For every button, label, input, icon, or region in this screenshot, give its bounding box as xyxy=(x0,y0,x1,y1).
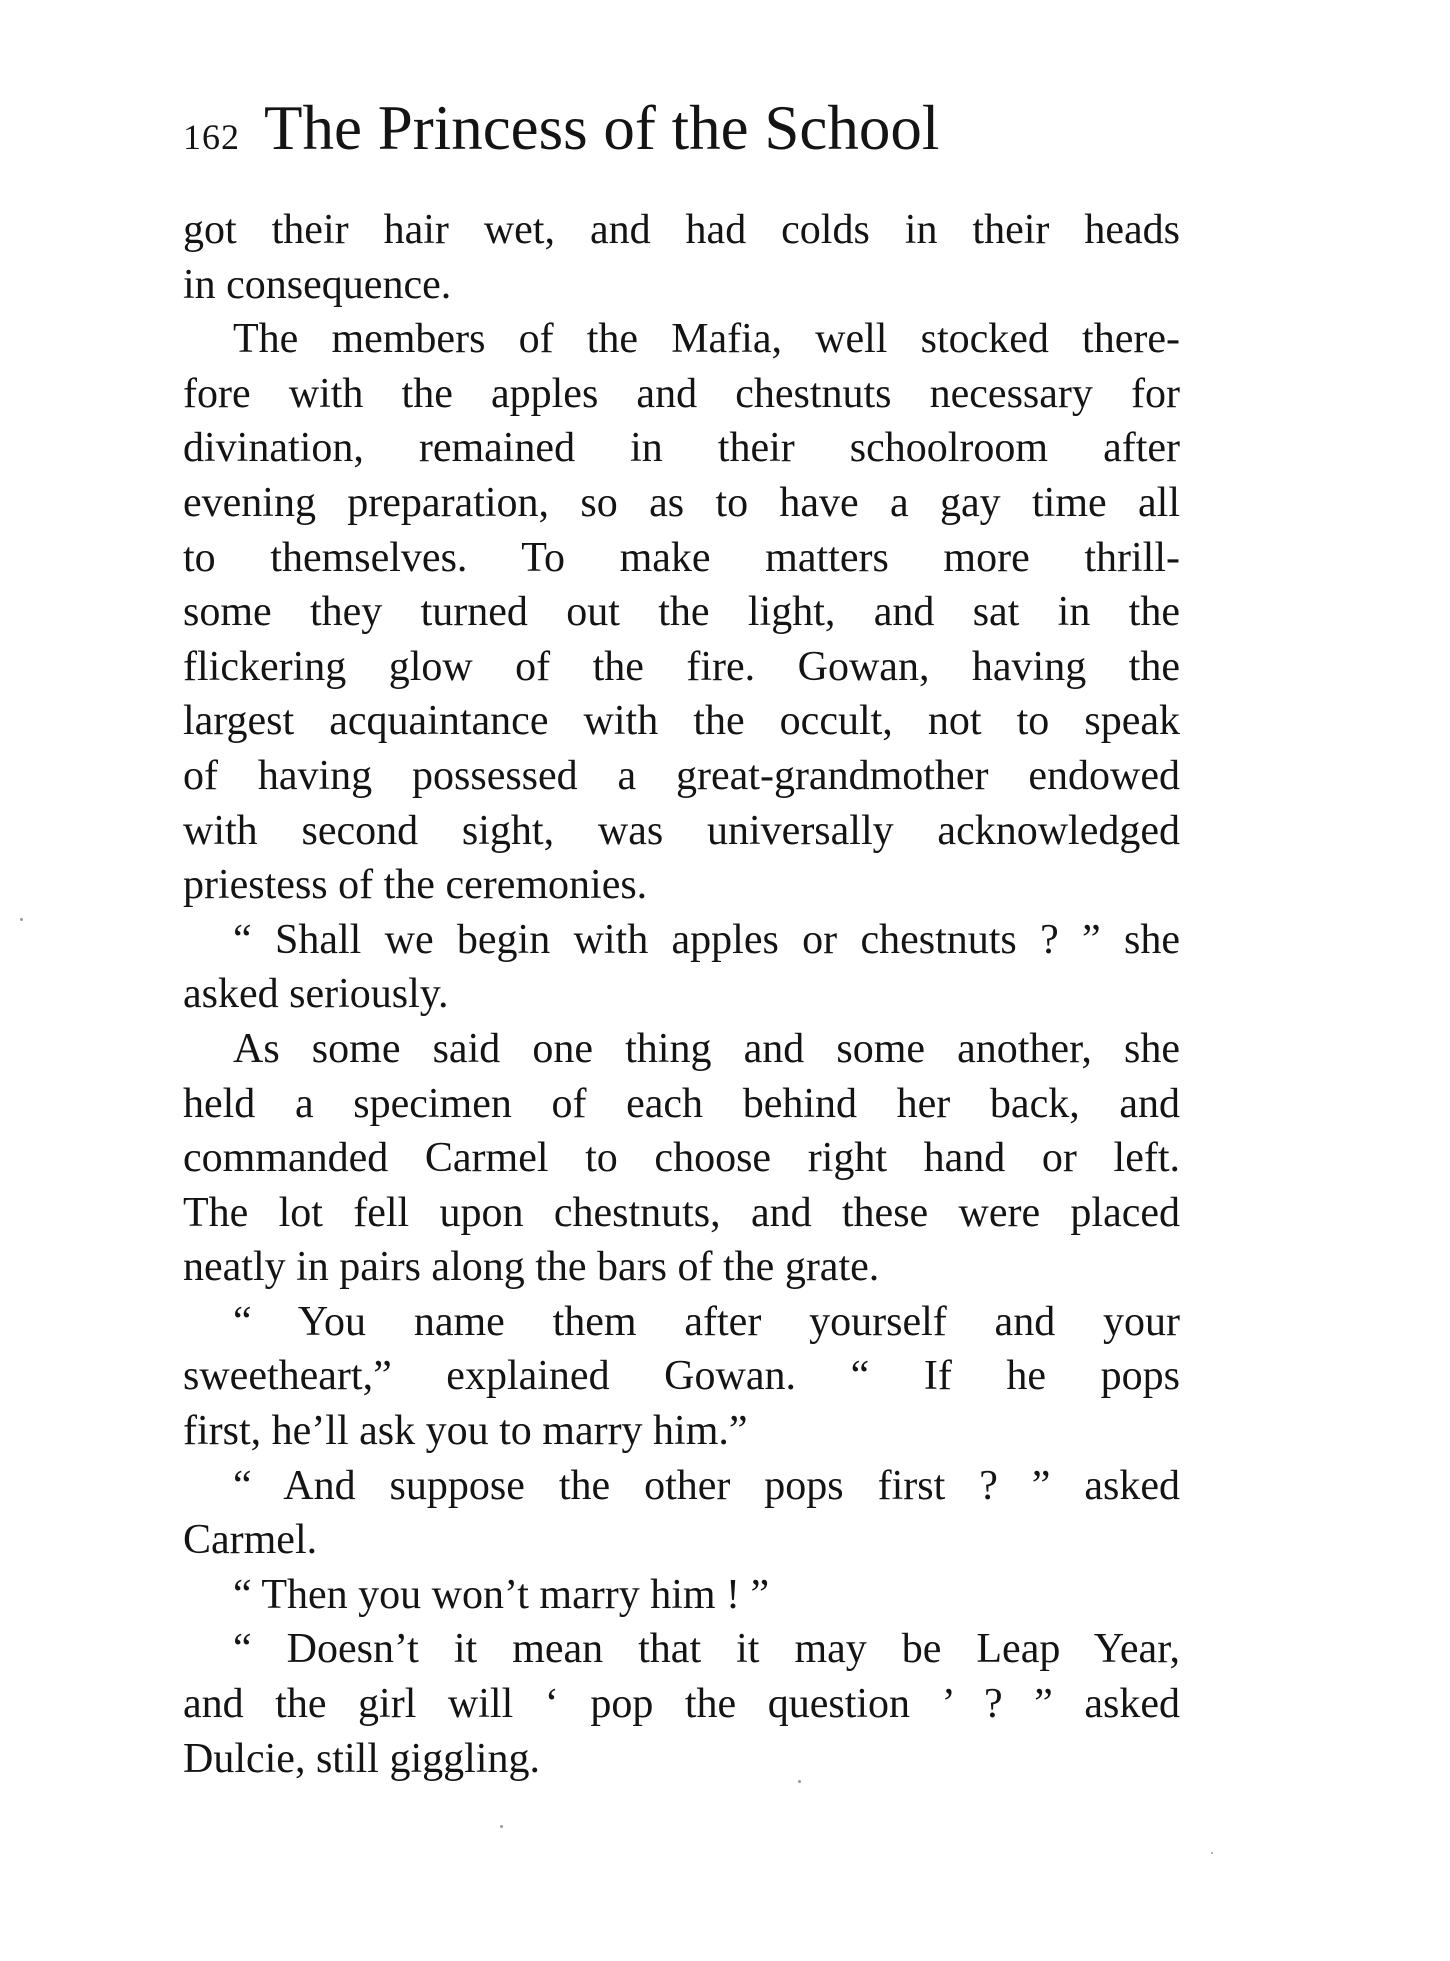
text-line: largest acquaintance with the occult, not to speak xyxy=(183,698,1180,745)
text-line: “ And suppose the other pops first ? ” asked xyxy=(233,1462,1180,1509)
page-number: 162 xyxy=(183,117,240,157)
text-line: in consequence. xyxy=(183,261,452,308)
running-title: The Princess of the School xyxy=(264,93,940,163)
paper-speck xyxy=(798,1780,801,1783)
text-line: sweetheart,” explained Gowan. “ If he pops xyxy=(183,1353,1180,1400)
text-line: Carmel. xyxy=(183,1517,318,1564)
text-line: Dulcie, still giggling. xyxy=(183,1735,540,1782)
text-line: with second sight, was universally acknowledged xyxy=(183,807,1180,854)
text-line: to themselves. To make matters more thrill- xyxy=(183,534,1180,581)
text-line: The members of the Mafia, well stocked there- xyxy=(233,316,1180,363)
text-line: got their hair wet, and had colds in their heads xyxy=(183,207,1180,253)
text-line: “ Shall we begin with apples or chestnuts ? ” she xyxy=(233,916,1180,963)
text-line: of having possessed a great-grandmother endowed xyxy=(183,752,1180,799)
text-line: The lot fell upon chestnuts, and these were placed xyxy=(183,1189,1180,1236)
text-line: divination, remained in their schoolroom after xyxy=(183,425,1180,472)
page-header xyxy=(183,92,1183,182)
text-line: flickering glow of the fire. Gowan, having the xyxy=(183,643,1180,690)
text-line: neatly in pairs along the bars of the grate. xyxy=(183,1244,880,1291)
body-text xyxy=(183,203,1180,1786)
text-line: evening preparation, so as to have a gay time all xyxy=(183,479,1180,526)
paper-speck xyxy=(500,1825,503,1828)
text-line: asked seriously. xyxy=(183,971,449,1018)
text-line: held a specimen of each behind her back, and xyxy=(183,1080,1180,1127)
text-line: “ Then you won’t marry him ! ” xyxy=(233,1571,770,1618)
text-line: first, he’ll ask you to marry him.” xyxy=(183,1408,748,1455)
text-line: some they turned out the light, and sat in the xyxy=(183,589,1180,636)
text-line: commanded Carmel to choose right hand or left. xyxy=(183,1135,1180,1182)
paper-speck xyxy=(1211,1852,1213,1854)
text-line: “ Doesn’t it mean that it may be Leap Year, xyxy=(233,1626,1180,1673)
text-line: “ You name them after yourself and your xyxy=(233,1298,1180,1345)
paper-speck xyxy=(20,918,23,921)
text-line: fore with the apples and chestnuts necessary for xyxy=(183,370,1180,417)
text-line: priestess of the ceremonies. xyxy=(183,862,648,909)
text-line: and the girl will ‘ pop the question ’ ? ” asked xyxy=(183,1681,1180,1728)
text-line: As some said one thing and some another, she xyxy=(233,1025,1180,1072)
